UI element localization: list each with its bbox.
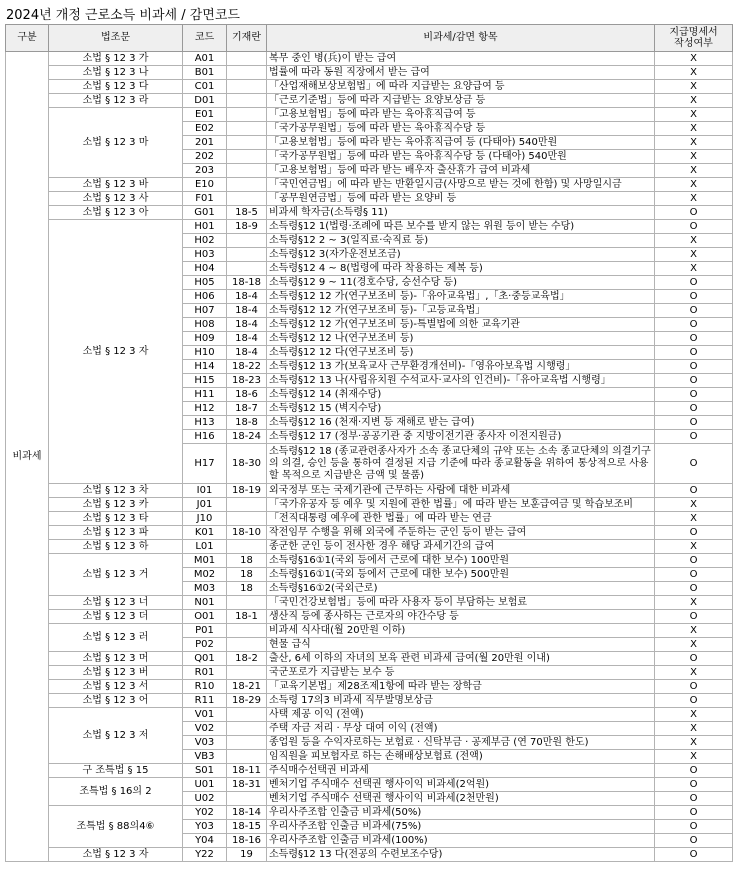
code-cell: J10	[183, 512, 227, 526]
code-cell: H14	[183, 360, 227, 374]
filing-cell: O	[655, 430, 733, 444]
item-cell: 「국민연금법」에 따라 받는 반환일시금(사망으로 받는 것에 한함) 및 사망일시금	[267, 178, 655, 192]
field-cell: 18-9	[227, 220, 267, 234]
filing-cell: O	[655, 694, 733, 708]
item-cell: 법률에 따라 동원 직장에서 받는 급여	[267, 66, 655, 80]
law-cell: 소법 § 12 3 서	[49, 680, 183, 694]
code-cell: H08	[183, 318, 227, 332]
item-cell: 소득령§12 12 가(연구보조비 등)-「유아교육법」,「초·중등교육법」	[267, 290, 655, 304]
field-cell	[227, 666, 267, 680]
item-cell: 소득령§12 13 나(사립유치원 수석교사·교사의 인건비)-「유아교육법 시행령」	[267, 374, 655, 388]
filing-cell: O	[655, 848, 733, 862]
field-cell: 18-21	[227, 680, 267, 694]
field-cell	[227, 722, 267, 736]
item-cell: 주택 자금 저리 · 무상 대여 이익 (전액)	[267, 722, 655, 736]
filing-cell: X	[655, 708, 733, 722]
code-cell: H01	[183, 220, 227, 234]
filing-cell: X	[655, 150, 733, 164]
code-cell: S01	[183, 764, 227, 778]
filing-cell: X	[655, 94, 733, 108]
field-cell: 18-22	[227, 360, 267, 374]
field-cell: 18-14	[227, 806, 267, 820]
law-cell: 소법 § 12 3 너	[49, 596, 183, 610]
table-row	[6, 498, 733, 512]
item-cell: 작전임무 수행을 위해 외국에 주둔하는 군인 등이 받는 급여	[267, 526, 655, 540]
item-cell: 벤처기업 주식매수 선택권 행사이익 비과세(2억원)	[267, 778, 655, 792]
filing-cell: O	[655, 778, 733, 792]
code-cell: Y02	[183, 806, 227, 820]
field-cell	[227, 792, 267, 806]
item-cell: 임직원을 피보험자로 하는 손해배상보험료 (전액)	[267, 750, 655, 764]
item-cell: 출산, 6세 이하의 자녀의 보육 관련 비과세 급여(월 20만원 이내)	[267, 652, 655, 666]
code-cell: R10	[183, 680, 227, 694]
filing-cell: O	[655, 346, 733, 360]
law-cell: 조특법 § 88의4⑥	[49, 806, 183, 848]
table-row	[6, 806, 733, 820]
filing-cell: X	[655, 262, 733, 276]
item-cell: 「산업재해보상보험법」에 따라 지급받는 요양급여 등	[267, 80, 655, 94]
table-row	[6, 206, 733, 220]
field-cell	[227, 624, 267, 638]
code-cell: C01	[183, 80, 227, 94]
filing-cell: X	[655, 248, 733, 262]
header-filing: 지급명세서 작성여부	[655, 25, 733, 52]
field-cell: 18	[227, 554, 267, 568]
item-cell: 종업원 등을 수익자로하는 보험료 · 신탁부금 · 공제부금 (연 70만원 한도)	[267, 736, 655, 750]
filing-cell: O	[655, 332, 733, 346]
field-cell	[227, 512, 267, 526]
item-cell: 소득령§12 12 가(연구보조비 등)-특별법에 의한 교육기관	[267, 318, 655, 332]
filing-cell: O	[655, 526, 733, 540]
filing-cell: O	[655, 820, 733, 834]
field-cell	[227, 540, 267, 554]
code-cell: M02	[183, 568, 227, 582]
code-cell: A01	[183, 52, 227, 66]
item-cell: 사택 제공 이익 (전액)	[267, 708, 655, 722]
field-cell	[227, 150, 267, 164]
filing-cell: O	[655, 652, 733, 666]
table-row	[6, 192, 733, 206]
code-cell: P01	[183, 624, 227, 638]
field-cell: 18	[227, 582, 267, 596]
table-row	[6, 652, 733, 666]
filing-cell: X	[655, 80, 733, 94]
code-cell: F01	[183, 192, 227, 206]
header-law: 법조문	[49, 25, 183, 52]
code-cell: N01	[183, 596, 227, 610]
item-cell: 복무 중인 병(兵)이 받는 급여	[267, 52, 655, 66]
item-cell: 소득령§12 1(법령·조례에 따른 보수를 받지 않는 위원 등이 받는 수당)	[267, 220, 655, 234]
code-cell: H04	[183, 262, 227, 276]
item-cell: 벤처기업 주식매수 선택권 행사이익 비과세(2천만원)	[267, 792, 655, 806]
law-cell: 소법 § 12 3 차	[49, 484, 183, 498]
field-cell	[227, 262, 267, 276]
filing-cell: X	[655, 750, 733, 764]
code-cell: M01	[183, 554, 227, 568]
filing-cell: O	[655, 554, 733, 568]
item-cell: 「고용보험법」등에 따라 받는 배우자 출산휴가 급여 비과세	[267, 164, 655, 178]
filing-cell: O	[655, 318, 733, 332]
code-cell: D01	[183, 94, 227, 108]
field-cell: 18-4	[227, 332, 267, 346]
header-category: 구분	[6, 25, 49, 52]
law-cell: 소법 § 12 3 어	[49, 694, 183, 708]
code-cell: H03	[183, 248, 227, 262]
filing-cell: X	[655, 66, 733, 80]
code-cell: V03	[183, 736, 227, 750]
item-cell: 소득령§12 17 (정부·공공기관 중 지방이전기관 종사자 이전지원금)	[267, 430, 655, 444]
code-cell: H07	[183, 304, 227, 318]
filing-cell: O	[655, 304, 733, 318]
code-cell: E10	[183, 178, 227, 192]
field-cell	[227, 122, 267, 136]
filing-cell: O	[655, 220, 733, 234]
code-cell: E01	[183, 108, 227, 122]
field-cell: 18-1	[227, 610, 267, 624]
table-header-row	[6, 25, 733, 52]
field-cell: 18-15	[227, 820, 267, 834]
code-cell: E02	[183, 122, 227, 136]
item-cell: 소득령§12 2 ~ 3(일직료·숙직료 등)	[267, 234, 655, 248]
item-cell: 현물 급식	[267, 638, 655, 652]
code-cell: Y22	[183, 848, 227, 862]
field-cell: 18-16	[227, 834, 267, 848]
page-title: 2024년 개정 근로소득 비과세 / 감면코드	[6, 8, 240, 23]
table-row	[6, 526, 733, 540]
field-cell: 18-5	[227, 206, 267, 220]
field-cell	[227, 708, 267, 722]
item-cell: 소득령§12 15 (벽지수당)	[267, 402, 655, 416]
code-cell: H02	[183, 234, 227, 248]
header-code: 코드	[183, 25, 227, 52]
item-cell: 우리사주조합 인출금 비과세(75%)	[267, 820, 655, 834]
code-cell: R11	[183, 694, 227, 708]
item-cell: 소득령§12 13 다(전공의 수련보조수당)	[267, 848, 655, 862]
code-cell: H17	[183, 444, 227, 484]
field-cell	[227, 234, 267, 248]
item-cell: 소득령§12 14 (취재수당)	[267, 388, 655, 402]
filing-cell: X	[655, 136, 733, 150]
law-cell: 소법 § 12 3 저	[49, 708, 183, 764]
filing-cell: X	[655, 164, 733, 178]
item-cell: 소득령§12 16 (천재·지변 등 재해로 받는 급여)	[267, 416, 655, 430]
table-row	[6, 596, 733, 610]
law-cell: 소법 § 12 3 파	[49, 526, 183, 540]
code-cell: 202	[183, 150, 227, 164]
item-cell: 「공무원연금법」등에 따라 받는 요양비 등	[267, 192, 655, 206]
item-cell: 소득령§12 12 가(연구보조비 등)-「고등교육법」	[267, 304, 655, 318]
field-cell	[227, 94, 267, 108]
filing-cell: O	[655, 276, 733, 290]
code-cell: L01	[183, 540, 227, 554]
code-cell: Y04	[183, 834, 227, 848]
code-cell: Y03	[183, 820, 227, 834]
field-cell	[227, 66, 267, 80]
filing-cell: X	[655, 540, 733, 554]
code-cell: 203	[183, 164, 227, 178]
item-cell: 소득령§12 12 나(연구보조비 등)	[267, 332, 655, 346]
item-cell: 「전직대통령 예우에 관한 법률」에 따라 받는 연금	[267, 512, 655, 526]
item-cell: 「교육기본법」제28조제1항에 따라 받는 장학금	[267, 680, 655, 694]
filing-cell: O	[655, 374, 733, 388]
law-cell: 소법 § 12 3 라	[49, 94, 183, 108]
code-cell: H15	[183, 374, 227, 388]
item-cell: 소득령§12 4 ~ 8(법령에 따라 착용하는 제복 등)	[267, 262, 655, 276]
law-cell: 소법 § 12 3 마	[49, 108, 183, 178]
filing-cell: X	[655, 666, 733, 680]
tax-code-table	[5, 24, 733, 862]
table-row	[6, 512, 733, 526]
item-cell: 주식매수선택권 비과세	[267, 764, 655, 778]
category-cell: 비과세	[6, 52, 49, 862]
table-row	[6, 178, 733, 192]
code-cell: G01	[183, 206, 227, 220]
table-row	[6, 694, 733, 708]
item-cell: 소득령§12 13 가(보육교사 근무환경개선비)-「영유아보육법 시행령」	[267, 360, 655, 374]
filing-cell: O	[655, 582, 733, 596]
field-cell: 18-19	[227, 484, 267, 498]
code-cell: H06	[183, 290, 227, 304]
law-cell: 소법 § 12 3 나	[49, 66, 183, 80]
law-cell: 소법 § 12 3 사	[49, 192, 183, 206]
filing-cell: X	[655, 512, 733, 526]
item-cell: 「국가공무원법」등에 따라 받는 육아휴직수당 등	[267, 122, 655, 136]
field-cell: 18-4	[227, 304, 267, 318]
filing-cell: O	[655, 834, 733, 848]
filing-cell: X	[655, 52, 733, 66]
filing-cell: O	[655, 484, 733, 498]
code-cell: H09	[183, 332, 227, 346]
item-cell: 「국가공무원법」등에 따라 받는 육아휴직수당 등 (다태아) 540만원	[267, 150, 655, 164]
law-cell: 소법 § 12 3 거	[49, 554, 183, 596]
code-cell: K01	[183, 526, 227, 540]
law-cell: 소법 § 12 3 자	[49, 220, 183, 484]
filing-cell: O	[655, 792, 733, 806]
filing-cell: O	[655, 206, 733, 220]
law-cell: 소법 § 12 3 바	[49, 178, 183, 192]
field-cell: 18-4	[227, 318, 267, 332]
law-cell: 소법 § 12 3 다	[49, 80, 183, 94]
filing-cell: O	[655, 444, 733, 484]
filing-cell: X	[655, 108, 733, 122]
field-cell	[227, 736, 267, 750]
code-cell: H05	[183, 276, 227, 290]
table-row	[6, 220, 733, 234]
item-cell: 소득령§12 18 (종교관련종사자가 소속 종교단체의 규약 또는 소속 종교단체의 의결기구의 의결, 승인 등을 통하여 결정된 지급 기준에 따라 종교활동을 위하여 통상적으로 사용할 목적으로 지급받은 금액 및 물품)	[267, 444, 655, 484]
item-cell: 외국정부 또는 국제기관에 근무하는 사람에 대한 비과세	[267, 484, 655, 498]
law-cell: 소법 § 12 3 아	[49, 206, 183, 220]
field-cell: 18-10	[227, 526, 267, 540]
code-cell: H16	[183, 430, 227, 444]
code-cell: VB3	[183, 750, 227, 764]
filing-cell: O	[655, 388, 733, 402]
law-cell: 소법 § 12 3 카	[49, 498, 183, 512]
header-item: 비과세/감면 항목	[267, 25, 655, 52]
field-cell	[227, 192, 267, 206]
item-cell: 소득령§12 9 ~ 11(경호수당, 승선수당 등)	[267, 276, 655, 290]
item-cell: 소득령§12 12 다(연구보조비 등)	[267, 346, 655, 360]
code-cell: Q01	[183, 652, 227, 666]
filing-cell: X	[655, 498, 733, 512]
code-cell: H10	[183, 346, 227, 360]
filing-cell: X	[655, 624, 733, 638]
filing-cell: X	[655, 178, 733, 192]
law-cell: 소법 § 12 3 가	[49, 52, 183, 66]
code-cell: 201	[183, 136, 227, 150]
code-cell: P02	[183, 638, 227, 652]
field-cell: 18-8	[227, 416, 267, 430]
law-cell: 소법 § 12 3 타	[49, 512, 183, 526]
item-cell: 우리사주조합 인출금 비과세(50%)	[267, 806, 655, 820]
filing-cell: X	[655, 736, 733, 750]
code-cell: H13	[183, 416, 227, 430]
field-cell: 18-30	[227, 444, 267, 484]
field-cell: 18-24	[227, 430, 267, 444]
field-cell	[227, 596, 267, 610]
field-cell	[227, 248, 267, 262]
item-cell: 소득령§12 3(자가운전보조금)	[267, 248, 655, 262]
field-cell: 18-11	[227, 764, 267, 778]
code-cell: I01	[183, 484, 227, 498]
law-cell: 소법 § 12 3 자	[49, 848, 183, 862]
law-cell: 소법 § 12 3 더	[49, 610, 183, 624]
code-cell: U02	[183, 792, 227, 806]
table-body	[6, 52, 733, 862]
filing-cell: O	[655, 402, 733, 416]
field-cell	[227, 80, 267, 94]
code-cell: B01	[183, 66, 227, 80]
field-cell: 18-2	[227, 652, 267, 666]
field-cell: 18	[227, 568, 267, 582]
field-cell: 18-23	[227, 374, 267, 388]
table-row	[6, 680, 733, 694]
item-cell: 종군한 군인 등이 전사한 경우 해당 과세기간의 급여	[267, 540, 655, 554]
code-cell: V02	[183, 722, 227, 736]
filing-cell: O	[655, 568, 733, 582]
table-row	[6, 848, 733, 862]
filing-cell: O	[655, 680, 733, 694]
code-cell: M03	[183, 582, 227, 596]
field-cell	[227, 108, 267, 122]
filing-cell: X	[655, 596, 733, 610]
field-cell	[227, 178, 267, 192]
table-row	[6, 554, 733, 568]
field-cell	[227, 638, 267, 652]
filing-cell: O	[655, 290, 733, 304]
table-row	[6, 624, 733, 638]
table-row	[6, 66, 733, 80]
item-cell: 국군포로가 지급받는 보수 등	[267, 666, 655, 680]
filing-cell: X	[655, 192, 733, 206]
field-cell: 18-7	[227, 402, 267, 416]
field-cell: 18-4	[227, 346, 267, 360]
item-cell: 우리사주조합 인출금 비과세(100%)	[267, 834, 655, 848]
code-cell: U01	[183, 778, 227, 792]
field-cell: 18-31	[227, 778, 267, 792]
item-cell: 소득령§16①1(국외 등에서 근로에 대한 보수) 100만원	[267, 554, 655, 568]
law-cell: 조특법 § 16의 2	[49, 778, 183, 806]
item-cell: 「고용보험법」등에 따라 받는 육아휴직급여 등	[267, 108, 655, 122]
item-cell: 「근로기준법」등에 따라 지급받는 요양보상금 등	[267, 94, 655, 108]
code-cell: V01	[183, 708, 227, 722]
law-cell: 소법 § 12 3 버	[49, 666, 183, 680]
item-cell: 「국가유공자 등 예우 및 지원에 관한 법률」에 따라 받는 보훈급여금 및 학습보조비	[267, 498, 655, 512]
code-cell: H12	[183, 402, 227, 416]
table-row	[6, 778, 733, 792]
field-cell: 19	[227, 848, 267, 862]
code-cell: O01	[183, 610, 227, 624]
field-cell	[227, 164, 267, 178]
table-row	[6, 540, 733, 554]
header-field: 기재란	[227, 25, 267, 52]
code-cell: H11	[183, 388, 227, 402]
table-row	[6, 610, 733, 624]
field-cell: 18-6	[227, 388, 267, 402]
field-cell	[227, 750, 267, 764]
field-cell	[227, 136, 267, 150]
field-cell: 18-4	[227, 290, 267, 304]
field-cell	[227, 498, 267, 512]
item-cell: 소득령§16①1(국외 등에서 근로에 대한 보수) 500만원	[267, 568, 655, 582]
item-cell: 생산직 등에 종사하는 근로자의 야간수당 등	[267, 610, 655, 624]
field-cell: 18-18	[227, 276, 267, 290]
field-cell: 18-29	[227, 694, 267, 708]
table-row	[6, 764, 733, 778]
item-cell: 비과세 식사대(월 20만원 이하)	[267, 624, 655, 638]
table-row	[6, 484, 733, 498]
table-row	[6, 80, 733, 94]
table-row	[6, 94, 733, 108]
table-row	[6, 666, 733, 680]
filing-cell: O	[655, 360, 733, 374]
law-cell: 소법 § 12 3 러	[49, 624, 183, 652]
filing-cell: X	[655, 638, 733, 652]
field-cell	[227, 52, 267, 66]
filing-cell: X	[655, 234, 733, 248]
law-cell: 소법 § 12 3 하	[49, 540, 183, 554]
filing-cell: O	[655, 806, 733, 820]
filing-cell: O	[655, 610, 733, 624]
item-cell: 소득령§16①2(국외근로)	[267, 582, 655, 596]
filing-cell: X	[655, 722, 733, 736]
table-row	[6, 52, 733, 66]
law-cell: 소법 § 12 3 머	[49, 652, 183, 666]
law-cell: 구 조특법 § 15	[49, 764, 183, 778]
filing-cell: O	[655, 416, 733, 430]
item-cell: 「고용보험법」등에 따라 받는 육아휴직급여 등 (다태아) 540만원	[267, 136, 655, 150]
filing-cell: X	[655, 122, 733, 136]
item-cell: 비과세 학자금(소득령§ 11)	[267, 206, 655, 220]
code-cell: R01	[183, 666, 227, 680]
filing-cell: O	[655, 764, 733, 778]
item-cell: 「국민건강보험법」등에 따라 사용자 등이 부담하는 보험료	[267, 596, 655, 610]
table-row	[6, 108, 733, 122]
table-row	[6, 708, 733, 722]
item-cell: 소득령 17의3 비과세 직무발명보상금	[267, 694, 655, 708]
code-cell: J01	[183, 498, 227, 512]
